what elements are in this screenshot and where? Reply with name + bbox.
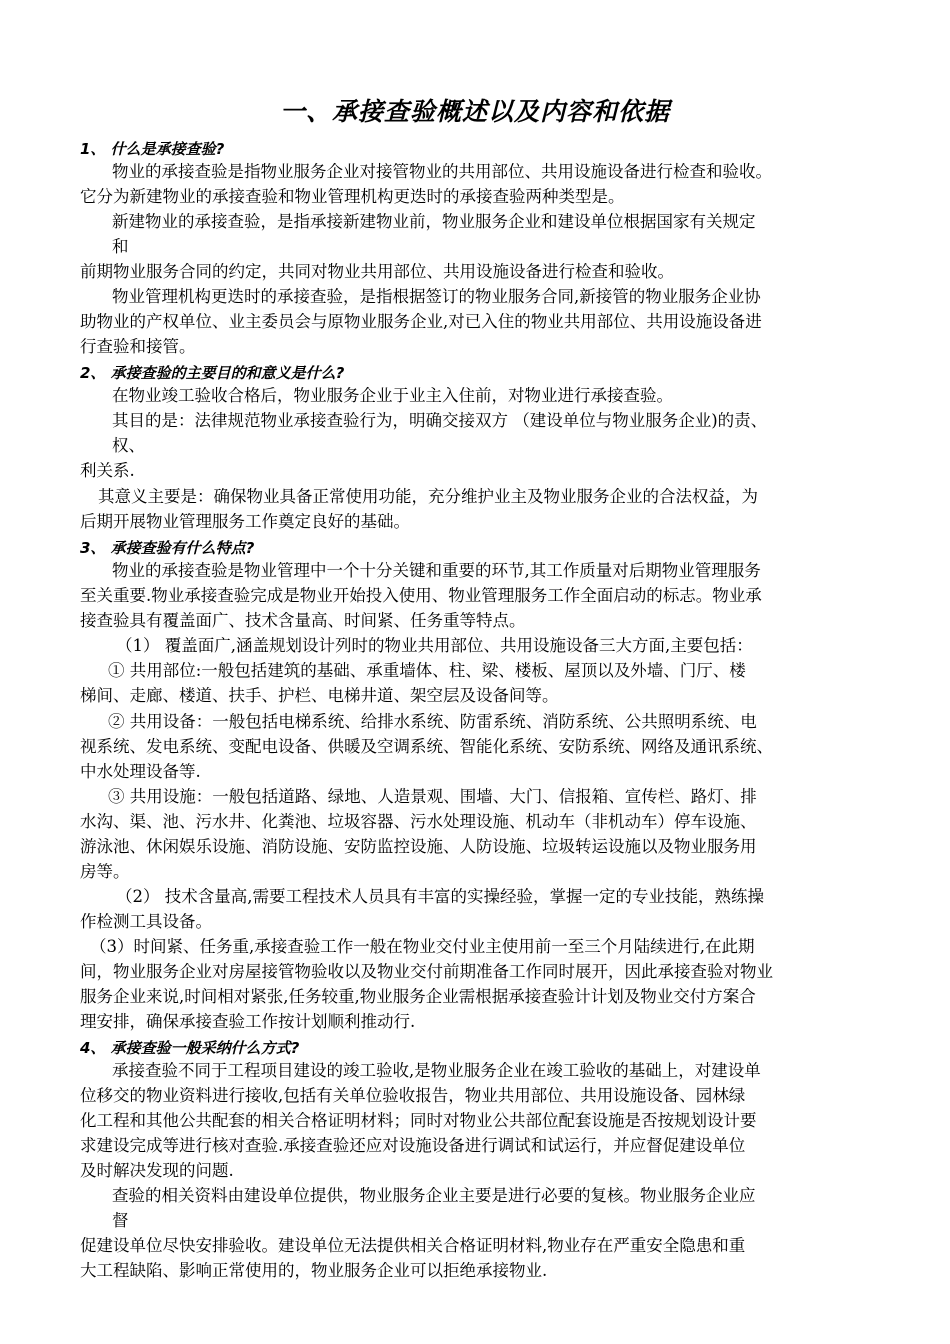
paragraph-line: 它分为新建物业的承接查验和物业管理机构更迭时的承接查验两种类型是。 bbox=[80, 187, 625, 206]
paragraph-line: （2） 技术含量高,需要工程技术人员具有丰富的实操经验，掌握一定的专业技能，熟练操 bbox=[116, 887, 764, 906]
paragraph-line: 前期物业服务合同的约定，共同对物业共用部位、共用设施设备进行检查和验收。 bbox=[80, 262, 674, 281]
paragraph-line: 物业管理机构更迭时的承接查验，是指根据签订的物业服务合同,新接管的物业服务企业协 bbox=[112, 287, 761, 306]
paragraph-line: 中水处理设备等. bbox=[80, 762, 201, 781]
paragraph-line: （3）时间紧、任务重,承接查验工作一般在物业交付业主使用前一至三个月陆续进行,在此期 bbox=[90, 937, 755, 956]
paragraph-line: 行查验和接管。 bbox=[80, 337, 196, 356]
document-title: 一、承接查验概述以及内容和依据 bbox=[279, 97, 670, 126]
paragraph-line: 化工程和其他公共配套的相关合格证明材料；同时对物业公共部位配套设施是否按规划设计要 bbox=[80, 1111, 757, 1130]
paragraph-line: 接查验具有覆盖面广、技术含量高、时间紧、任务重等特点。 bbox=[80, 611, 526, 630]
paragraph-line: 查验的相关资料由建设单位提供，物业服务企业主要是进行必要的复核。物业服务企业应 bbox=[112, 1186, 756, 1205]
section-heading: 3、 承接查验有什么特点? bbox=[80, 539, 255, 557]
paragraph-line: 和 bbox=[112, 237, 129, 256]
paragraph-line: ② 共用设备：一般包括电梯系统、给排水系统、防雷系统、消防系统、公共照明系统、电 bbox=[108, 712, 757, 731]
paragraph-line: 位移交的物业资料进行接收,包括有关单位验收报告，物业共用部位、共用设施设备、园林绿 bbox=[80, 1086, 746, 1105]
paragraph-line: 承接查验不同于工程项目建设的竣工验收,是物业服务企业在竣工验收的基础上，对建设单 bbox=[112, 1061, 761, 1080]
paragraph-line: （1） 覆盖面广,涵盖规划设计列时的物业共用部位、共用设施设备三大方面,主要包括： bbox=[116, 636, 753, 655]
paragraph-line: 新建物业的承接查验，是指承接新建物业前，物业服务企业和建设单位根据国家有关规定 bbox=[112, 212, 756, 231]
paragraph-line: 物业的承接查验是物业管理中一个十分关键和重要的环节,其工作质量对后期物业管理服务 bbox=[112, 561, 761, 580]
paragraph-line: 促建设单位尽快安排验收。建设单位无法提供相关合格证明材料,物业存在严重安全隐患和重 bbox=[80, 1236, 746, 1255]
paragraph-line: 房等。 bbox=[80, 862, 130, 881]
paragraph-line: 督 bbox=[112, 1211, 129, 1230]
paragraph-line: 助物业的产权单位、业主委员会与原物业服务企业,对已入住的物业共用部位、共用设施设备进 bbox=[80, 312, 762, 331]
paragraph-line: 游泳池、休闲娱乐设施、消防设施、安防监控设施、人防设施、垃圾转运设施以及物业服务用 bbox=[80, 837, 757, 856]
section-heading: 2、 承接查验的主要目的和意义是什么? bbox=[80, 364, 345, 382]
paragraph-line: 大工程缺陷、影响正常使用的，物业服务企业可以拒绝承接物业. bbox=[80, 1261, 548, 1280]
paragraph-line: 利关系. bbox=[80, 461, 135, 480]
paragraph-line: 梯间、走廊、楼道、扶手、护栏、电梯井道、架空层及设备间等。 bbox=[80, 686, 559, 705]
paragraph-line: ③ 共用设施：一般包括道路、绿地、人造景观、围墙、大门、信报箱、宣传栏、路灯、排 bbox=[108, 787, 757, 806]
paragraph-line: 视系统、发电系统、变配电设备、供暖及空调系统、智能化系统、安防系统、网络及通讯系统、 bbox=[80, 737, 773, 756]
paragraph-line: 其意义主要是：确保物业具备正常使用功能，充分维护业主及物业服务企业的合法权益，为 bbox=[98, 487, 758, 506]
section-heading: 4、 承接查验一般采纳什么方式? bbox=[80, 1039, 300, 1057]
paragraph-line: 间，物业服务企业对房屋接管物验收以及物业交付前期准备工作同时展开，因此承接查验对物业 bbox=[80, 962, 773, 981]
paragraph-line: 服务企业来说,时间相对紧张,任务较重,物业服务企业需根据承接查验计计划及物业交付方案合 bbox=[80, 987, 756, 1006]
paragraph-line: 其目的是：法律规范物业承接查验行为，明确交接双方 （建设单位与物业服务企业)的责、 bbox=[112, 411, 768, 430]
section-heading: 1、 什么是承接查验? bbox=[80, 140, 225, 158]
paragraph-line: 在物业竣工验收合格后，物业服务企业于业主入住前，对物业进行承接查验。 bbox=[112, 386, 673, 405]
paragraph-line: 物业的承接查验是指物业服务企业对接管物业的共用部位、共用设施设备进行检查和验收。 bbox=[112, 162, 772, 181]
paragraph-line: 后期开展物业管理服务工作奠定良好的基础。 bbox=[80, 512, 410, 531]
paragraph-line: 水沟、渠、池、污水井、化粪池、垃圾容器、污水处理设施、机动车（非机动车）停车设施、 bbox=[80, 812, 757, 831]
paragraph-line: 权、 bbox=[112, 436, 145, 455]
paragraph-line: 及时解决发现的问题. bbox=[80, 1161, 234, 1180]
paragraph-line: 理安排，确保承接查验工作按计划顺利推动行. bbox=[80, 1012, 416, 1031]
paragraph-line: ① 共用部位:一般包括建筑的基础、承重墙体、柱、梁、楼板、屋顶以及外墙、门厅、楼 bbox=[108, 661, 746, 680]
paragraph-line: 作检测工具设备。 bbox=[80, 912, 212, 931]
paragraph-line: 求建设完成等进行核对查验.承接查验还应对设施设备进行调试和试运行，并应督促建设单位 bbox=[80, 1136, 746, 1155]
paragraph-line: 至关重要.物业承接查验完成是物业开始投入使用、物业管理服务工作全面启动的标志。物业承 bbox=[80, 586, 762, 605]
